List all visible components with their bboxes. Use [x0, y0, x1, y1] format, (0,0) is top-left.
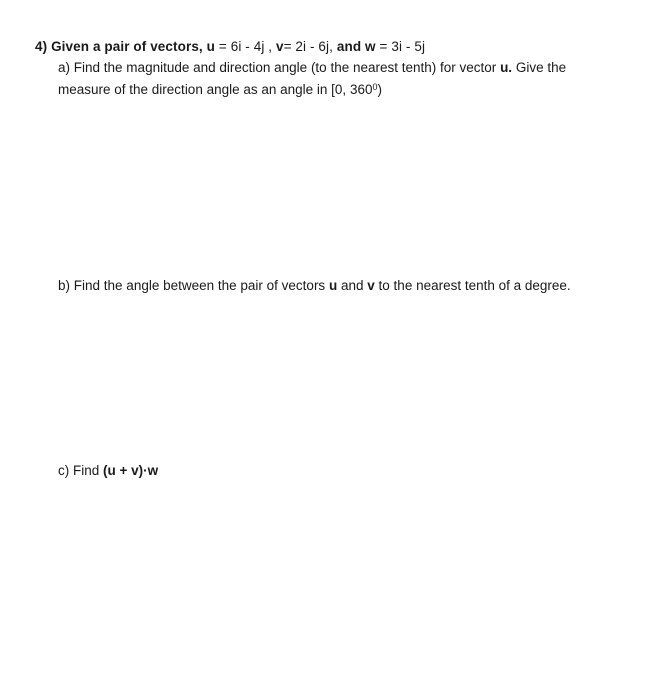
part-a-line-1 — [58, 58, 598, 78]
part-c — [58, 463, 158, 478]
part-a-label: a) — [58, 60, 71, 75]
part-b-text-end: to the nearest tenth of a degree. — [378, 278, 571, 293]
part-c-text: Find — [73, 463, 100, 478]
part-a-close-paren: ) — [377, 81, 382, 97]
part-a-text-give: Give the — [515, 60, 567, 75]
vector-u-expression: = 6i - 4j , — [218, 39, 273, 54]
question-intro: Given a pair of vectors, — [51, 39, 203, 54]
part-a-angle-text: measure of the direction angle as an angle in [0, 360 — [58, 81, 373, 97]
vector-v-label: v — [275, 39, 284, 54]
question-heading — [35, 39, 425, 54]
vector-v-expression: = 2i - 6j, — [283, 39, 333, 54]
part-b-label: b) — [58, 278, 71, 293]
vector-w-expression: = 3i - 5j — [379, 39, 426, 54]
vector-w-label: w — [365, 39, 376, 54]
part-b-text: Find the angle between the pair of vectors — [73, 278, 326, 293]
part-a-vector: u. — [500, 60, 513, 75]
part-a-line-2 — [58, 78, 598, 100]
part-b-vector-v: v — [367, 278, 375, 293]
part-c-label: c) — [58, 463, 70, 478]
vector-u-label: u — [206, 39, 216, 54]
degree-superscript: 0 — [372, 81, 378, 92]
part-b — [58, 278, 571, 293]
and-text: and — [336, 39, 362, 54]
question-number: 4) — [35, 39, 48, 54]
part-a — [58, 58, 598, 99]
part-c-expression: (u + v)·w — [103, 463, 159, 478]
part-b-and: and — [340, 278, 364, 293]
part-b-vector-u: u — [328, 278, 338, 293]
part-a-text: Find the magnitude and direction angle (to the nearest tenth) for vector — [73, 60, 497, 75]
